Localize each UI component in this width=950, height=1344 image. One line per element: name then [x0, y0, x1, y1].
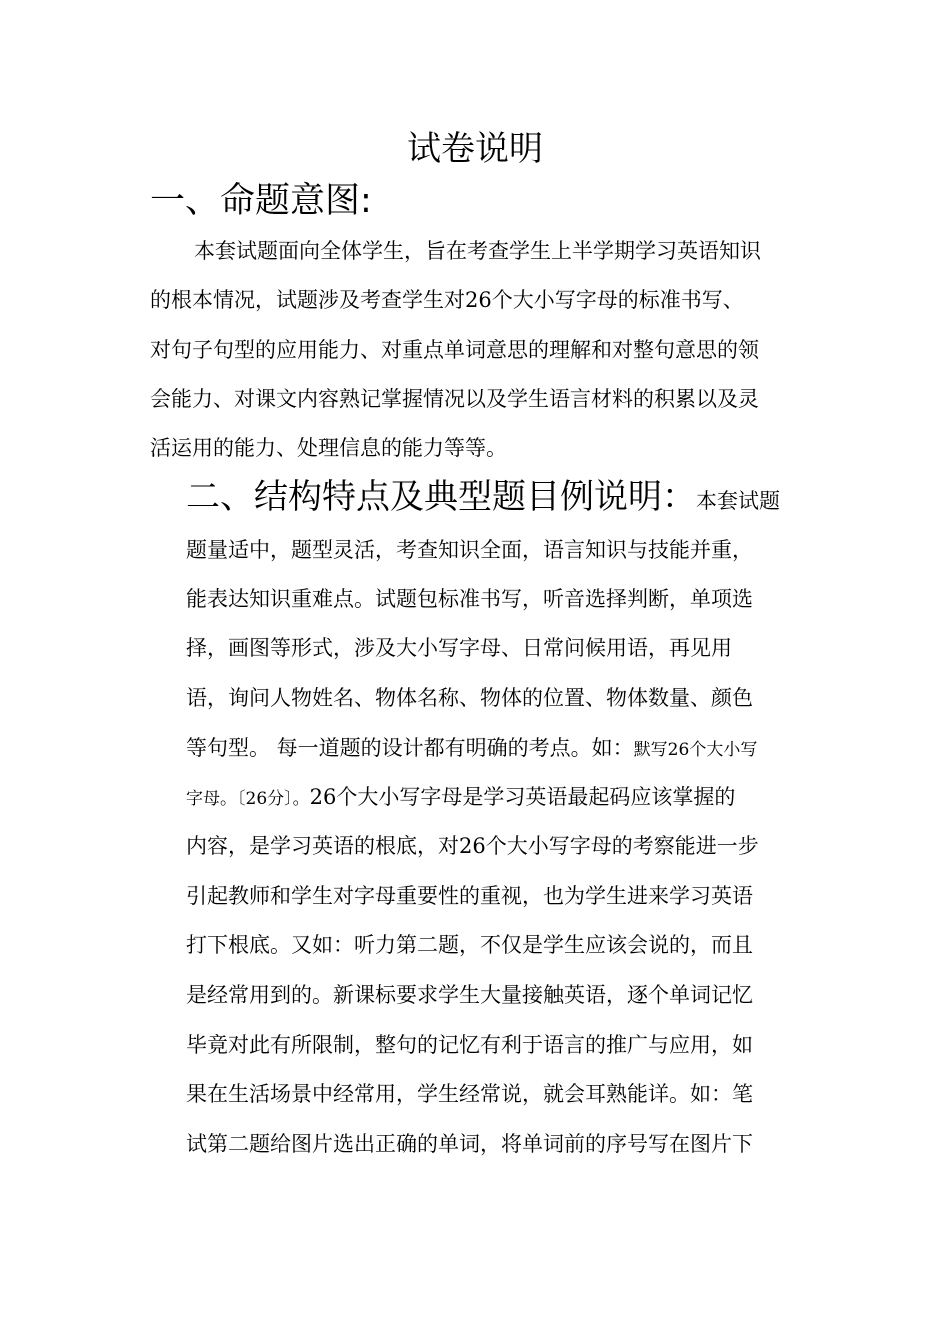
section1-heading: 一、命题意图:: [150, 181, 372, 221]
section1-line-4: 会能力、对课文内容熟记掌握情况以及学生语言材料的积累以及灵: [150, 387, 759, 411]
section2-line-5-main: 等句型。 每一道题的设计都有明确的考点。如：: [186, 736, 634, 760]
section2-line-6: [186, 783, 735, 813]
section2-line-4: 语，询问人物姓名、物体名称、物体的位置、物体数量、颜色: [186, 686, 753, 710]
section1-line-5: 活运用的能力、处理信息的能力等等。: [150, 436, 507, 460]
section2-heading: 二、结构特点及典型题目例说明：: [186, 477, 696, 517]
section2-line-6-main: 26个大小写字母是学习英语最起码应该掌握的: [309, 785, 736, 809]
section2-line-2: 能表达知识重难点。试题包标准书写，听音选择判断，单项选: [186, 587, 753, 611]
section2-line-11: 毕竟对此有所限制，整句的记忆有利于语言的推广与应用，如: [186, 1033, 753, 1057]
section2-line-7: 内容，是学习英语的根底，对26个大小写字母的考察能进一步: [186, 834, 759, 858]
section2-heading-tail: 本套试题: [696, 489, 780, 513]
section2-line-3: 择，画图等形式，涉及大小写字母、日常问候用语，再见用: [186, 636, 732, 660]
document-title: 试卷说明: [407, 129, 543, 169]
section2-line-9: 打下根底。又如：听力第二题，不仅是学生应该会说的，而且: [186, 933, 753, 957]
section1-line-1: 本套试题面向全体学生，旨在考查学生上半学期学习英语知识: [194, 239, 761, 263]
section2-line-6-small: 字母。〔26分〕。: [186, 789, 310, 809]
section1-line-3: 对句子句型的应用能力、对重点单词意思的理解和对整句意思的领: [150, 338, 759, 362]
section2-line-5: [186, 734, 757, 764]
section2-line-1: 题量适中，题型灵活，考查知识全面，语言知识与技能并重，: [186, 538, 753, 562]
section2-line-8: 引起教师和学生对字母重要性的重视，也为学生进来学习英语: [186, 884, 753, 908]
section2-line-12: 果在生活场景中经常用，学生经常说，就会耳熟能详。如：笔: [186, 1082, 753, 1106]
section1-line-2: 的根本情况，试题涉及考查学生对26个大小写字母的标准书写、: [150, 288, 744, 312]
section2-line-5-small: 默写26个大小写: [633, 740, 758, 760]
section2-heading-line: [186, 474, 780, 520]
section2-line-13: 试第二题给图片选出正确的单词，将单词前的序号写在图片下: [186, 1132, 753, 1156]
section2-line-10: 是经常用到的。新课标要求学生大量接触英语，逐个单词记忆: [186, 983, 753, 1007]
